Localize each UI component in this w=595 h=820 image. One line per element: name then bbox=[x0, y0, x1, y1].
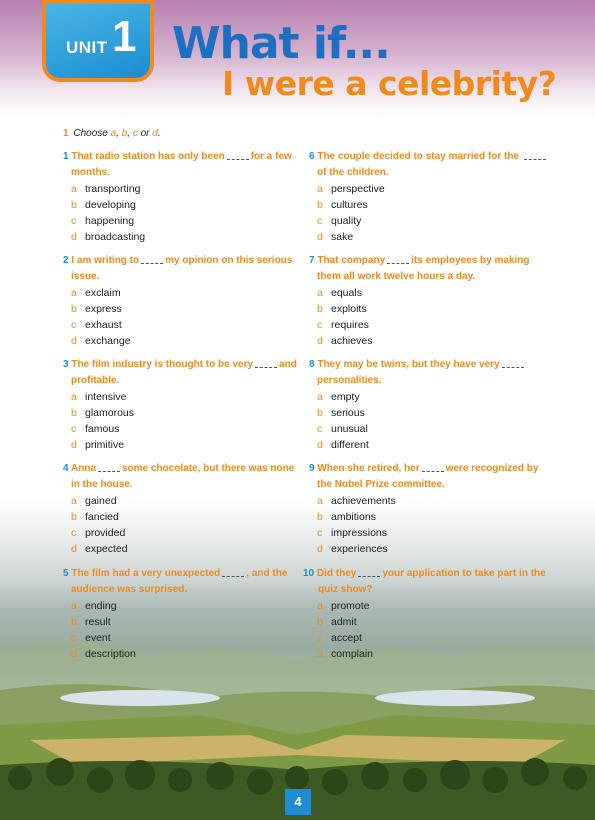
option-item[interactable] bbox=[309, 333, 549, 349]
option-text: experiences bbox=[331, 543, 388, 555]
question-text-post: your application to take part in the quiz show? bbox=[318, 568, 546, 595]
option-text: unusual bbox=[331, 423, 368, 435]
question-text-post: my opinion on this serious issue. bbox=[71, 255, 293, 282]
option-item[interactable] bbox=[63, 317, 303, 333]
option-text: promote bbox=[331, 600, 370, 612]
option-letter: d bbox=[71, 648, 77, 660]
question-stem bbox=[309, 461, 549, 493]
option-text: accept bbox=[331, 632, 362, 644]
exercise-number: 1 bbox=[63, 128, 69, 139]
option-item[interactable] bbox=[63, 421, 303, 437]
option-item[interactable] bbox=[309, 213, 549, 229]
option-item[interactable] bbox=[309, 646, 549, 662]
option-text: quality bbox=[331, 215, 362, 227]
option-item[interactable] bbox=[309, 301, 549, 317]
option-letter: a bbox=[317, 495, 323, 507]
option-item[interactable] bbox=[63, 598, 303, 614]
instruction-option-d: d bbox=[152, 128, 158, 139]
option-letter: c bbox=[71, 319, 77, 331]
question-text-post: and profitable. bbox=[71, 359, 297, 386]
option-letter: d bbox=[317, 648, 323, 660]
option-text: primitive bbox=[85, 439, 125, 451]
option-letter: c bbox=[71, 632, 77, 644]
question-6 bbox=[309, 149, 549, 245]
question-number: 5 bbox=[63, 568, 69, 579]
option-letter: b bbox=[71, 511, 77, 523]
option-item[interactable] bbox=[63, 509, 303, 525]
option-letter: d bbox=[71, 439, 77, 451]
option-item[interactable] bbox=[309, 509, 549, 525]
option-letter: a bbox=[317, 287, 323, 299]
question-text-pre: The couple decided to stay married for the bbox=[317, 151, 520, 162]
question-number: 4 bbox=[63, 463, 69, 474]
question-number: 8 bbox=[309, 359, 315, 370]
option-letter: c bbox=[317, 423, 323, 435]
option-text: gained bbox=[85, 495, 117, 507]
option-list bbox=[63, 285, 303, 349]
option-text: empty bbox=[331, 391, 360, 403]
option-text: cultures bbox=[331, 199, 368, 211]
option-text: transporting bbox=[85, 183, 141, 195]
option-item[interactable] bbox=[63, 646, 303, 662]
option-letter: d bbox=[71, 543, 77, 555]
question-text-pre: That radio station has only been bbox=[71, 151, 225, 162]
option-letter: d bbox=[317, 439, 323, 451]
option-item[interactable] bbox=[63, 389, 303, 405]
option-letter: d bbox=[317, 335, 323, 347]
option-item[interactable] bbox=[63, 405, 303, 421]
option-item[interactable] bbox=[63, 285, 303, 301]
option-item[interactable] bbox=[63, 301, 303, 317]
question-stem bbox=[63, 461, 303, 493]
instruction-option-c: c bbox=[132, 128, 138, 139]
question-stem bbox=[309, 149, 549, 181]
question-5 bbox=[63, 566, 303, 662]
option-text: description bbox=[85, 648, 136, 660]
option-letter: a bbox=[71, 287, 77, 299]
option-list bbox=[63, 181, 303, 245]
answer-blank bbox=[255, 360, 277, 368]
option-list bbox=[63, 389, 303, 453]
answer-blank bbox=[422, 464, 444, 472]
question-text-post: of the children. bbox=[317, 167, 389, 178]
option-letter: b bbox=[317, 511, 323, 523]
question-text-pre: They may be twins, but they have very bbox=[317, 359, 500, 370]
option-letter: c bbox=[317, 632, 323, 644]
question-7 bbox=[309, 253, 549, 349]
option-item[interactable] bbox=[309, 181, 549, 197]
option-letter: a bbox=[71, 495, 77, 507]
option-text: exchange bbox=[85, 335, 131, 347]
option-list bbox=[303, 598, 549, 662]
answer-blank bbox=[387, 256, 409, 264]
question-stem bbox=[63, 149, 303, 181]
option-item[interactable] bbox=[309, 493, 549, 509]
option-item[interactable] bbox=[309, 437, 549, 453]
option-text: ending bbox=[85, 600, 117, 612]
answer-blank bbox=[227, 152, 249, 160]
question-number: 1 bbox=[63, 151, 69, 162]
unit-number: 1 bbox=[112, 12, 137, 61]
question-1 bbox=[63, 149, 303, 245]
instruction-dot: . bbox=[157, 128, 161, 139]
option-item[interactable] bbox=[63, 541, 303, 557]
question-text-pre: The film industry is thought to be very bbox=[71, 359, 254, 370]
option-letter: a bbox=[317, 600, 323, 612]
answer-blank bbox=[358, 569, 380, 577]
question-number: 6 bbox=[309, 151, 315, 162]
question-number: 2 bbox=[63, 255, 69, 266]
option-list bbox=[63, 598, 303, 662]
question-stem bbox=[303, 566, 549, 598]
option-letter: a bbox=[317, 183, 323, 195]
option-letter: c bbox=[71, 423, 77, 435]
option-letter: a bbox=[71, 391, 77, 403]
option-item[interactable] bbox=[309, 317, 549, 333]
option-item[interactable] bbox=[63, 181, 303, 197]
question-2 bbox=[63, 253, 303, 349]
option-item[interactable] bbox=[63, 493, 303, 509]
option-text: requires bbox=[331, 319, 369, 331]
option-text: developing bbox=[85, 199, 136, 211]
option-item[interactable] bbox=[63, 229, 303, 245]
option-text: perspective bbox=[331, 183, 385, 195]
question-stem bbox=[63, 357, 303, 389]
option-text: sake bbox=[331, 231, 354, 243]
question-number: 3 bbox=[63, 359, 69, 370]
option-item[interactable] bbox=[63, 614, 303, 630]
option-letter: d bbox=[71, 335, 77, 347]
question-text-pre: Did they bbox=[316, 568, 357, 579]
option-letter: c bbox=[317, 527, 323, 539]
option-letter: c bbox=[317, 215, 323, 227]
question-text-pre: The film had a very unexpected bbox=[71, 568, 221, 579]
unit-badge-inner bbox=[46, 4, 150, 78]
question-text-post: some chocolate, but there was none in the house. bbox=[71, 463, 295, 490]
option-list bbox=[309, 181, 549, 245]
option-item[interactable] bbox=[309, 541, 549, 557]
option-text: famous bbox=[85, 423, 120, 435]
option-letter: c bbox=[317, 319, 323, 331]
option-item[interactable] bbox=[309, 598, 549, 614]
question-number: 9 bbox=[309, 463, 315, 474]
option-list bbox=[309, 389, 549, 453]
answer-blank bbox=[524, 152, 546, 160]
question-text-post: , and the audience was surprised. bbox=[71, 568, 288, 595]
option-letter: b bbox=[71, 407, 77, 419]
option-item[interactable] bbox=[309, 405, 549, 421]
option-letter: a bbox=[317, 391, 323, 403]
question-3 bbox=[63, 357, 303, 453]
option-text: impressions bbox=[331, 527, 388, 539]
option-text: result bbox=[85, 616, 111, 628]
option-text: happening bbox=[85, 215, 135, 227]
question-stem bbox=[309, 357, 549, 389]
option-letter: a bbox=[71, 183, 77, 195]
option-item[interactable] bbox=[63, 630, 303, 646]
option-letter: b bbox=[317, 616, 323, 628]
option-text: complain bbox=[331, 648, 374, 660]
option-letter: d bbox=[317, 231, 323, 243]
question-9 bbox=[309, 461, 549, 557]
option-letter: b bbox=[317, 407, 323, 419]
option-text: equals bbox=[331, 287, 362, 299]
option-letter: c bbox=[71, 215, 77, 227]
option-text: fancied bbox=[85, 511, 119, 523]
option-letter: d bbox=[71, 231, 77, 243]
exercise-instruction: 1 Choose a, b, c or d. bbox=[63, 128, 161, 139]
page-title-line1: What if... bbox=[172, 18, 390, 69]
option-letter: d bbox=[317, 543, 323, 555]
instruction-or: or bbox=[140, 128, 150, 139]
answer-blank bbox=[98, 464, 120, 472]
question-number: 10 bbox=[303, 568, 315, 579]
option-item[interactable] bbox=[309, 197, 549, 213]
page-number: 4 bbox=[285, 789, 311, 815]
option-item[interactable] bbox=[309, 630, 549, 646]
question-text-pre: That company bbox=[317, 255, 386, 266]
answer-blank bbox=[222, 569, 244, 577]
option-text: exploits bbox=[331, 303, 367, 315]
question-stem bbox=[309, 253, 549, 285]
instruction-option-b: b bbox=[121, 128, 128, 139]
option-item[interactable] bbox=[63, 213, 303, 229]
option-letter: b bbox=[71, 303, 77, 315]
option-text: intensive bbox=[85, 391, 127, 403]
question-text-post: personalities. bbox=[317, 375, 382, 386]
option-list bbox=[309, 285, 549, 349]
option-text: different bbox=[331, 439, 369, 451]
option-item[interactable] bbox=[63, 197, 303, 213]
option-item[interactable] bbox=[309, 614, 549, 630]
option-item[interactable] bbox=[63, 525, 303, 541]
option-text: exclaim bbox=[85, 287, 121, 299]
option-text: broadcasting bbox=[85, 231, 146, 243]
answer-blank bbox=[141, 256, 163, 264]
question-text-pre: When she retired, her bbox=[317, 463, 420, 474]
question-text-post: were recognized by the Nobel Prize committee. bbox=[317, 463, 539, 490]
question-stem bbox=[63, 566, 303, 598]
question-8 bbox=[309, 357, 549, 453]
question-text-pre: I am writing to bbox=[71, 255, 140, 266]
option-text: glamorous bbox=[85, 407, 135, 419]
option-text: event bbox=[85, 632, 111, 644]
option-item[interactable] bbox=[63, 333, 303, 349]
option-letter: b bbox=[71, 616, 77, 628]
option-list bbox=[63, 493, 303, 557]
option-item[interactable] bbox=[309, 389, 549, 405]
unit-word: UNIT bbox=[66, 38, 108, 57]
option-text: exhaust bbox=[85, 319, 122, 331]
option-letter: b bbox=[317, 303, 323, 315]
question-text-post: for a few months. bbox=[71, 151, 292, 178]
instruction-option-a: a bbox=[110, 128, 117, 139]
option-letter: b bbox=[317, 199, 323, 211]
option-letter: c bbox=[71, 527, 77, 539]
option-item[interactable] bbox=[63, 437, 303, 453]
page-title-line2: I were a celebrity? bbox=[222, 64, 557, 103]
option-text: express bbox=[85, 303, 122, 315]
instruction-text: Choose bbox=[73, 128, 108, 139]
question-text-post: its employees by making them all work twelve hours a day. bbox=[317, 255, 530, 282]
question-stem bbox=[63, 253, 303, 285]
option-text: admit bbox=[331, 616, 357, 628]
unit-badge bbox=[42, 0, 154, 82]
answer-blank bbox=[502, 360, 524, 368]
option-letter: a bbox=[71, 600, 77, 612]
question-4 bbox=[63, 461, 303, 557]
option-text: provided bbox=[85, 527, 126, 539]
option-text: serious bbox=[331, 407, 365, 419]
question-10 bbox=[303, 566, 549, 662]
question-text-pre: Anna bbox=[70, 463, 96, 474]
option-letter: b bbox=[71, 199, 77, 211]
option-text: achievements bbox=[331, 495, 396, 507]
option-text: ambitions bbox=[331, 511, 376, 523]
option-text: expected bbox=[85, 543, 128, 555]
option-list bbox=[309, 493, 549, 557]
option-item[interactable] bbox=[309, 229, 549, 245]
option-item[interactable] bbox=[309, 421, 549, 437]
question-number: 7 bbox=[309, 255, 315, 266]
option-item[interactable] bbox=[309, 285, 549, 301]
option-item[interactable] bbox=[309, 525, 549, 541]
option-text: achieves bbox=[331, 335, 373, 347]
